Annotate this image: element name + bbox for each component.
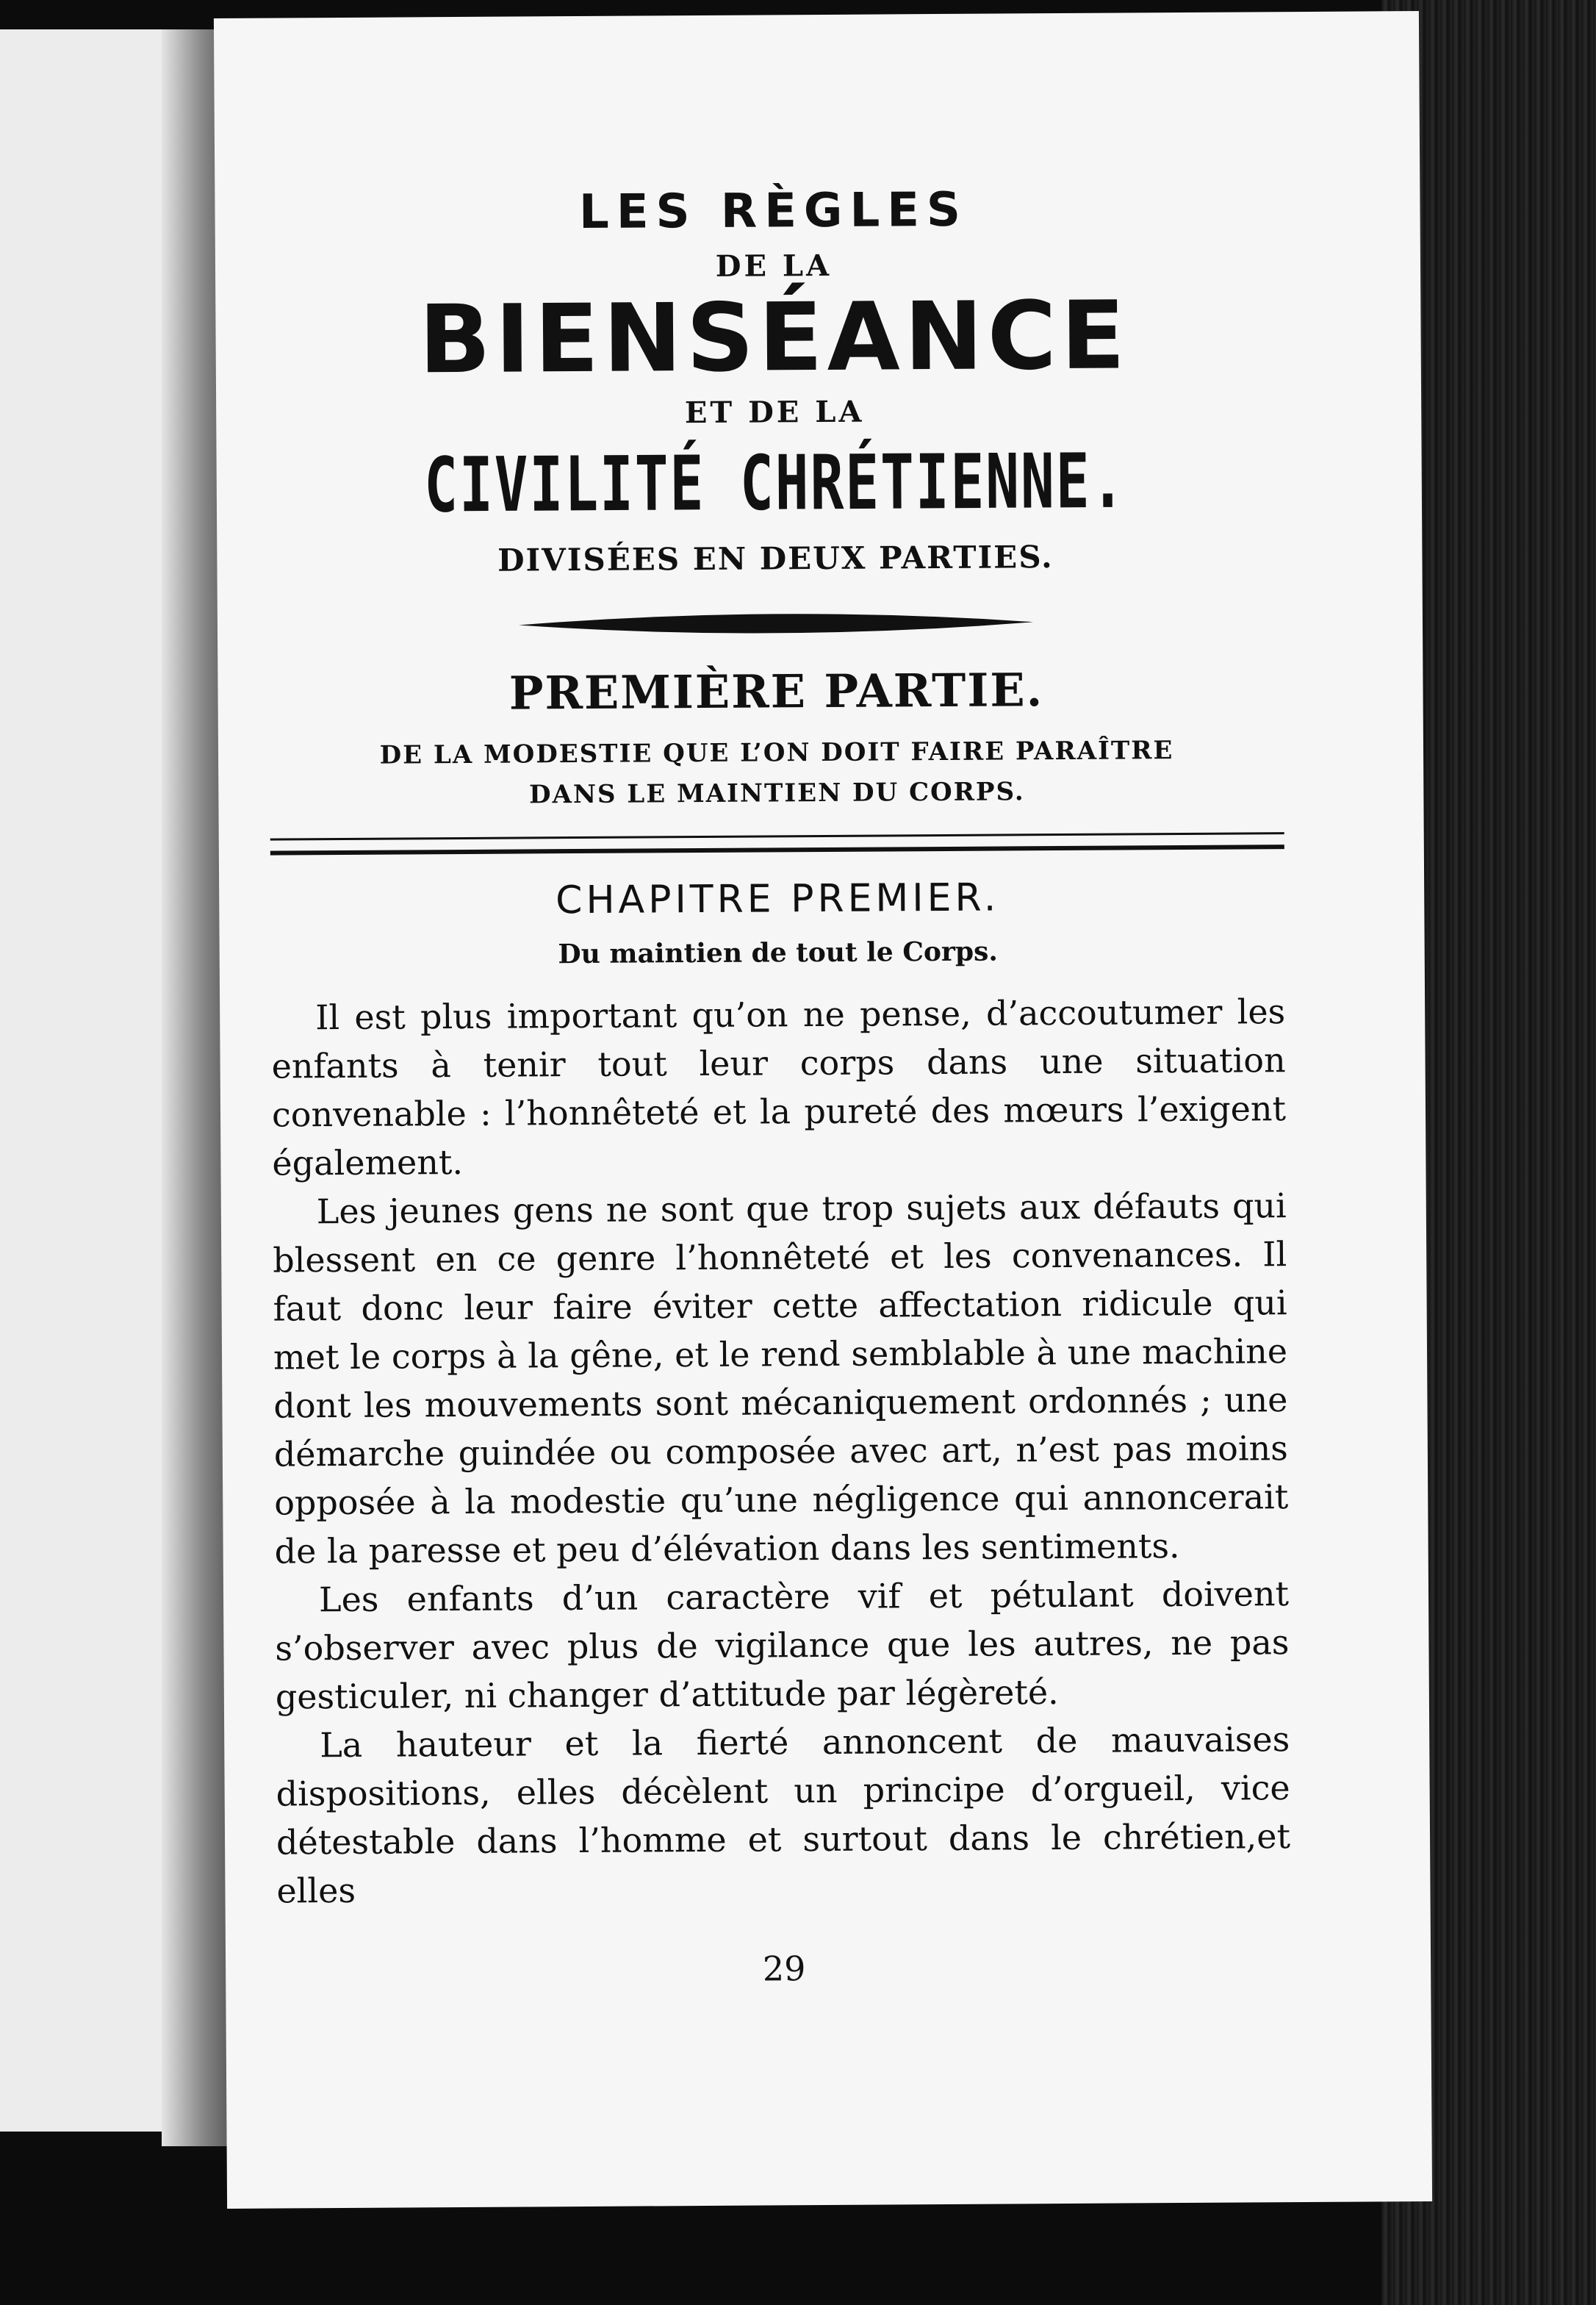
part-title: PREMIÈRE PARTIE. bbox=[508, 663, 1044, 720]
part-subtitle-line1: DE LA MODESTIE QUE L’ON DOIT FAIRE PARAÎTRE bbox=[379, 736, 1174, 771]
title-divisees: DIVISÉES EN DEUX PARTIES. bbox=[497, 539, 1054, 579]
ornament-divider-icon bbox=[519, 608, 1033, 640]
title-de-la: DE LA bbox=[715, 248, 833, 284]
part-subtitle-line2: DANS LE MAINTIEN DU CORPS. bbox=[528, 777, 1025, 810]
paragraph: Il est plus important qu’on ne pense, d’accoutumer les enfants à tenir tout leur corps dans une situation convenable : l’honnêteté et la pureté des mœurs l’exigent également. bbox=[271, 992, 1287, 1183]
divider-thick bbox=[270, 845, 1284, 855]
title-civilite-chretienne: CIVILITÉ CHRÉTIENNE. bbox=[423, 437, 1126, 530]
book-page bbox=[214, 11, 1432, 2209]
title-les-regles: LES RÈGLES bbox=[578, 182, 968, 240]
chapter-subtitle: Du maintien de tout le Corps. bbox=[558, 936, 999, 970]
body-text bbox=[271, 987, 1291, 1915]
paragraph: La hauteur et la fierté annoncent de mauvaises dispositions, elles décèlent un principe d’orgueil, vice détestable dans l’homme et surtout dans le chrétien,et elles bbox=[276, 1719, 1291, 1911]
part-subtitle bbox=[270, 731, 1284, 817]
title-et-de-la: ET DE LA bbox=[684, 395, 865, 431]
page-content bbox=[266, 181, 1291, 1992]
paragraph: Les jeunes gens ne sont que trop sujets aux défauts qui blessent en ce genre l’honnêteté et les convenances. Il faut donc leur faire éviter cette affectation ridicule qui met le corps à la gêne, et le rend semblable à une machine dont les mouvements sont mécaniquement ordonnés ; une démarche guindée ou composée avec art, n’est pas moins opposée à la modestie qu’une négligence qui annoncerait de la paresse et peu d’élévation dans les sentiments. bbox=[273, 1186, 1289, 1571]
page-number: 29 bbox=[762, 1949, 806, 1989]
paragraph: Les enfants d’un caractère vif et pétulant doivent s’observer avec plus de vigilance que les autres, ne pas gesticuler, ni changer d’attitude par légèreté. bbox=[275, 1574, 1290, 1717]
title-bienseance: BIENSÉANCE bbox=[418, 281, 1130, 395]
divider-thin bbox=[270, 832, 1284, 840]
chapter-title: CHAPITRE PREMIER. bbox=[555, 875, 1000, 923]
